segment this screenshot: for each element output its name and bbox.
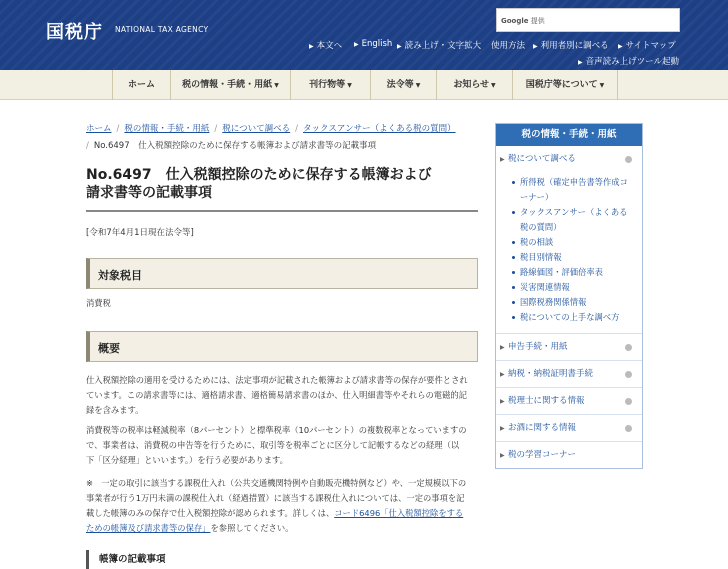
caret-down-icon: ▼ <box>599 82 605 89</box>
sidebar-sub-by-tax[interactable]: 税目別情報 <box>512 250 634 265</box>
sidebar-item-filing[interactable]: ▶ 申告手続・用紙 <box>496 333 642 360</box>
title-divider <box>86 210 478 212</box>
nav-news[interactable]: お知らせ ▼ <box>436 70 512 100</box>
code6496-link-cont[interactable]: ための帳簿及び請求書等の保存」 <box>86 523 211 533</box>
page-title: No.6497 仕入税額控除のために保存する帳簿および 請求書等の記載事項 <box>86 167 432 201</box>
global-nav <box>0 70 728 100</box>
sidebar-sub-income-tax[interactable]: 所得税（確定申告書等作成コ ーナー） <box>512 175 634 205</box>
sidebar-item-payment[interactable]: ▶ 納税・納税証明書手続 <box>496 360 642 387</box>
target-tax-body: 消費税 <box>86 298 111 308</box>
site-logo-en: NATIONAL TAX AGENCY <box>115 25 209 34</box>
nav-publications[interactable]: 刊行物等 ▼ <box>290 70 370 100</box>
arrow-right-icon: ▶ <box>354 41 359 48</box>
site-logo[interactable]: 国税庁 <box>46 22 103 43</box>
breadcrumb-current: No.6497 仕入税額控除のために保存する帳簿および請求書等の記載事項 <box>93 141 377 151</box>
util-link-by-user[interactable]: ▶ 利用者別に調べる <box>533 41 609 51</box>
nav-about[interactable]: 国税庁等について ▼ <box>512 70 618 100</box>
google-brand: Google <box>501 17 529 25</box>
sidebar-sub-taxanswer[interactable]: タックスアンサー（よくある 税の質問） <box>512 205 634 235</box>
toggle-dot-icon <box>625 344 632 351</box>
util-link-english[interactable]: ▶ English <box>354 39 393 49</box>
chevron-right-icon: ▶ <box>500 452 505 459</box>
search-input[interactable] <box>496 8 680 32</box>
chevron-right-icon: ▶ <box>500 398 505 405</box>
chevron-right-icon: ▶ <box>500 371 505 378</box>
nav-home[interactable]: ホーム <box>112 70 170 100</box>
sidebar-item-accountant[interactable]: ▶ 税理士に関する情報 <box>496 387 642 414</box>
code6496-link[interactable]: コード6496「仕入税額控除をする <box>334 508 464 518</box>
arrow-right-icon: ▶ <box>309 43 314 50</box>
nav-laws[interactable]: 法令等 ▼ <box>370 70 436 100</box>
date-note: [令和7年4月1日現在法令等] <box>86 228 194 238</box>
util-link-main[interactable]: ▶ 本文へ <box>309 41 343 51</box>
google-provided-label: 提供 <box>530 17 545 25</box>
sidebar-sub-howto[interactable]: 税についての上手な調べ方 <box>512 310 634 325</box>
sidebar-sub-international[interactable]: 国際税務関係情報 <box>512 295 634 310</box>
sidebar-sub-disaster[interactable]: 災害関連情報 <box>512 280 634 295</box>
caret-down-icon: ▼ <box>491 82 496 89</box>
sidebar-heading: 税の情報・手続・用紙 <box>496 124 642 146</box>
arrow-right-icon: ▶ <box>397 43 402 50</box>
toggle-dot-icon <box>625 156 632 163</box>
chevron-right-icon: ▶ <box>500 425 505 432</box>
sidebar-sublist <box>496 173 642 333</box>
overview-paragraph-2: 消費税等の税率は軽減税率（8パーセント）と標準税率（10パーセント）の複数税率となっていますの で、事業者は、消費税の申告等を行うために、取引等を税率ごとに区分して記帳するなどの経理（以 下「区分経理」といいます。）を行う必要があります。 <box>86 425 467 465</box>
arrow-right-icon: ▶ <box>578 59 583 66</box>
breadcrumb-research[interactable]: 税について調べる <box>222 124 291 134</box>
sidebar-sub-consultation[interactable]: 税の相談 <box>512 235 634 250</box>
caret-down-icon: ▼ <box>347 82 352 89</box>
overview-paragraph-1: 仕入税額控除の適用を受けるためには、法定事項が記載された帳簿および請求書等の保存が要件とされ ています。この請求書等には、適格請求書、適格簡易請求書のほか、仕入明細書等やそれらの電磁的記 録を含みます。 <box>86 375 468 415</box>
breadcrumb-taxanswer[interactable]: タックスアンサー（よくある税の質問） <box>303 124 456 134</box>
breadcrumb-home[interactable]: ホーム <box>86 124 112 134</box>
toggle-dot-icon <box>625 425 632 432</box>
toggle-dot-icon <box>625 371 632 378</box>
toggle-dot-icon <box>625 398 632 405</box>
nav-tax-info[interactable]: 税の情報・手続・用紙 ▼ <box>170 70 290 100</box>
overview-paragraph-3: ※ 一定の取引に該当する課税仕入れ（公共交通機関特例や自動販売機特例など）や、一定規模以下の 事業者が行う1万円未満の課税仕入れ（経過措置）に該当する課税仕入れについては、一定の事項を記 載した帳簿のみの保存で仕入税額控除が認められます。詳しくは、コード6496「仕入税額控除をする ための帳簿及び請求書等の保存」を参照してください。 <box>86 478 467 533</box>
breadcrumb: ホーム / 税の情報・手続・用紙 / 税について調べる / タックスアンサー（よくある税の質問） <box>86 124 456 134</box>
util-link-usage[interactable]: 使用方法 <box>491 41 526 51</box>
arrow-right-icon: ▶ <box>618 43 623 50</box>
site-header <box>0 0 728 70</box>
sidebar-item-research[interactable]: ▶ 税について調べる <box>496 146 642 173</box>
util-link-voice[interactable]: ▶ 音声読み上げツール起動 <box>578 57 679 67</box>
chevron-right-icon: ▶ <box>500 344 505 351</box>
breadcrumb-tax-info[interactable]: 税の情報・手続・用紙 <box>124 124 210 134</box>
caret-down-icon: ▼ <box>415 82 421 89</box>
util-link-readout[interactable]: ▶ 読み上げ・文字拡大 <box>397 41 482 51</box>
sidebar-item-liquor[interactable]: ▶ お酒に関する情報 <box>496 414 642 441</box>
sidebar <box>495 123 643 469</box>
sidebar-sub-route-price[interactable]: 路線価図・評価倍率表 <box>512 265 634 280</box>
caret-down-icon: ▼ <box>274 82 279 89</box>
chevron-right-icon: ▶ <box>500 156 505 163</box>
sidebar-item-learning[interactable]: ▶ 税の学習コーナー <box>496 441 642 468</box>
arrow-right-icon: ▶ <box>533 43 538 50</box>
util-link-sitemap[interactable]: ▶ サイトマップ <box>618 41 676 51</box>
subheading-ledger-items: 帳簿の記載事項 <box>86 550 166 569</box>
section-heading-overview: 概要 <box>86 331 478 362</box>
breadcrumb-current-row: / No.6497 仕入税額控除のために保存する帳簿および請求書等の記載事項 <box>86 141 377 151</box>
section-heading-target-tax: 対象税目 <box>86 258 478 289</box>
